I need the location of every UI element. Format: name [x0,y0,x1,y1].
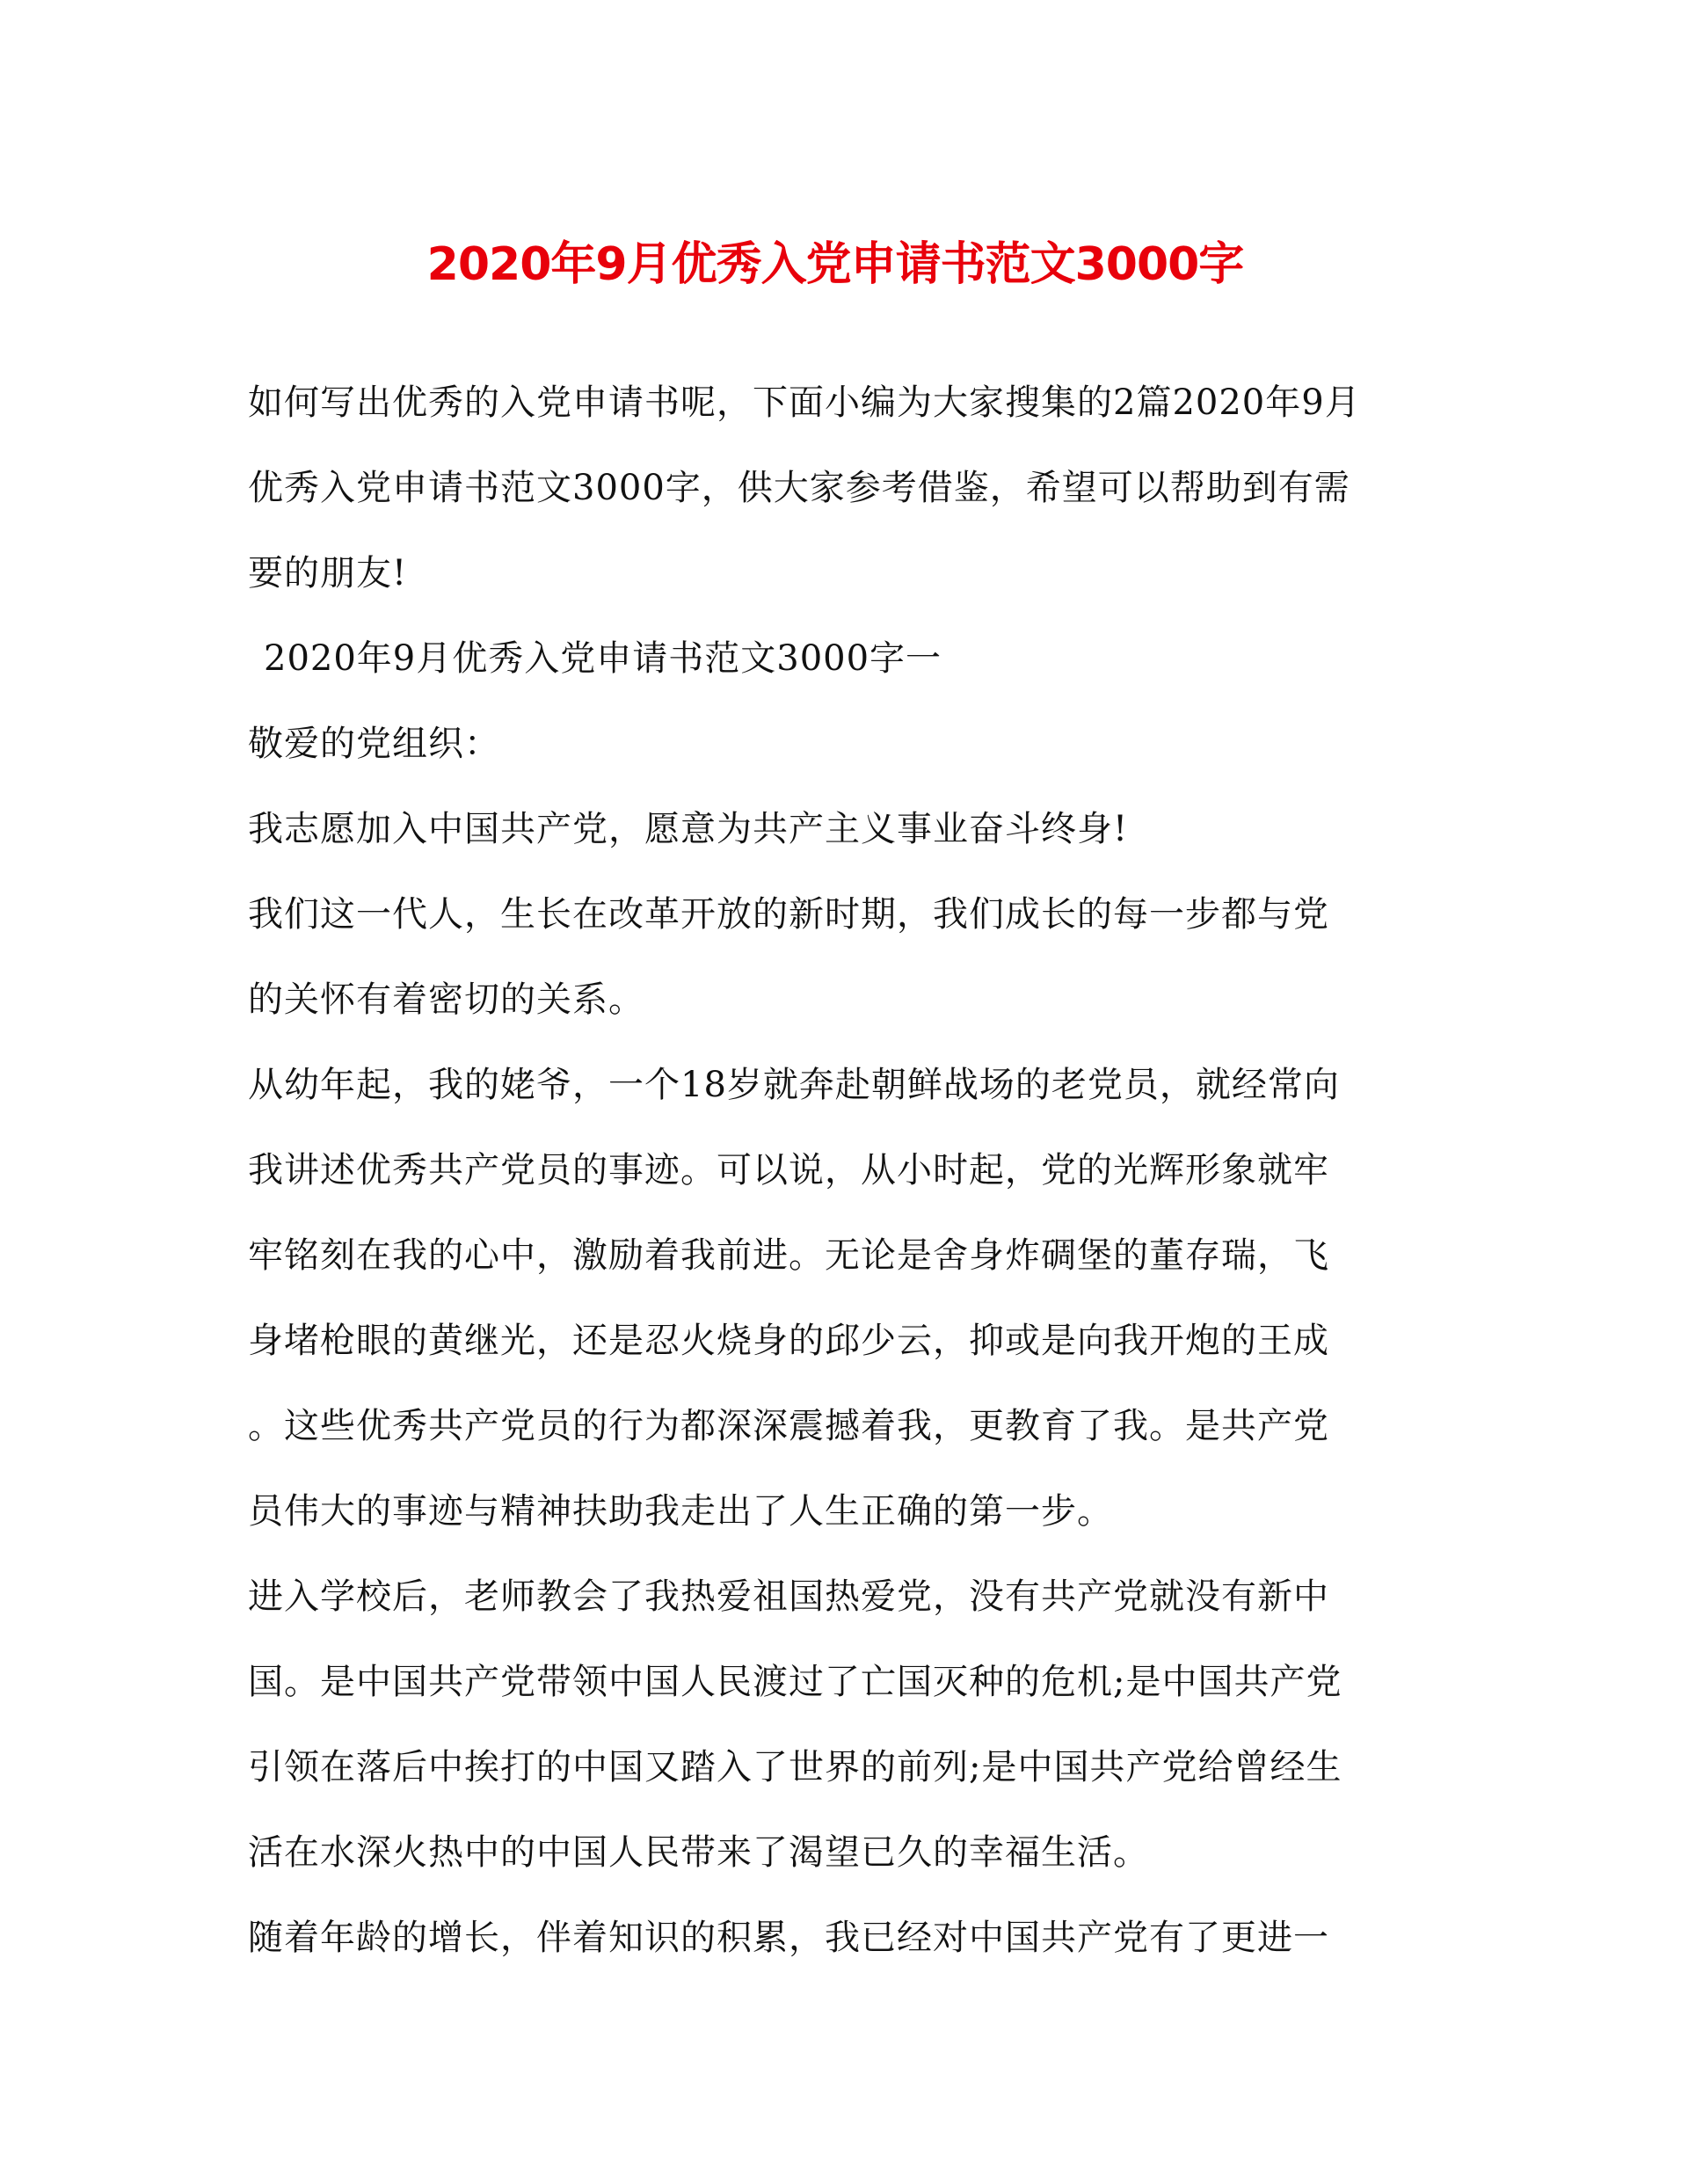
body-line: 员伟大的事迹与精神扶助我走出了人生正确的第一步。 [248,1491,1113,1532]
body-line: 优秀入党申请书范文3000字，供大家参考借鉴，希望可以帮助到有需 [248,468,1350,508]
section-heading: 2020年9月优秀入党申请书范文3000字一 [264,638,942,679]
body-line: 随着年龄的增长，伴着知识的积累，我已经对中国共产党有了更进一 [248,1918,1329,1958]
body-line: 我讲述优秀共产党员的事迹。可以说，从小时起，党的光辉形象就牢 [248,1150,1329,1190]
document-title: 2020年9月优秀入党申请书范文3000字 [426,238,1244,291]
body-line: 的关怀有着密切的关系。 [248,979,644,1020]
salutation: 敬爱的党组织： [248,724,500,764]
document-body [248,378,1444,1998]
body-line: 国。是中国共产党带领中国人民渡过了亡国灭种的危机;是中国共产党 [248,1662,1342,1702]
body-line: 。这些优秀共产党员的行为都深深震撼着我，更教育了我。是共产党 [248,1406,1329,1446]
body-line: 活在水深火热中的中国人民带来了渴望已久的幸福生活。 [248,1832,1149,1873]
body-line: 我们这一代人，生长在改革开放的新时期，我们成长的每一步都与党 [248,894,1329,935]
body-line: 身堵枪眼的黄继光，还是忍火烧身的邱少云，抑或是向我开炮的王成 [248,1321,1329,1361]
body-line: 进入学校后，老师教会了我热爱祖国热爱党，没有共产党就没有新中 [248,1576,1329,1617]
body-line: 要的朋友! [248,553,408,593]
body-line: 牢铭刻在我的心中，激励着我前进。无论是舍身炸碉堡的董存瑞，飞 [248,1235,1329,1276]
body-line: 引领在落后中挨打的中国又踏入了世界的前列;是中国共产党给曾经生 [248,1747,1342,1787]
body-line: 如何写出优秀的入党申请书呢，下面小编为大家搜集的2篇2020年9月 [248,382,1361,423]
body-line: 从幼年起，我的姥爷，一个18岁就奔赴朝鲜战场的老党员，就经常向 [248,1065,1340,1105]
body-line: 我志愿加入中国共产党，愿意为共产主义事业奋斗终身! [248,809,1129,849]
